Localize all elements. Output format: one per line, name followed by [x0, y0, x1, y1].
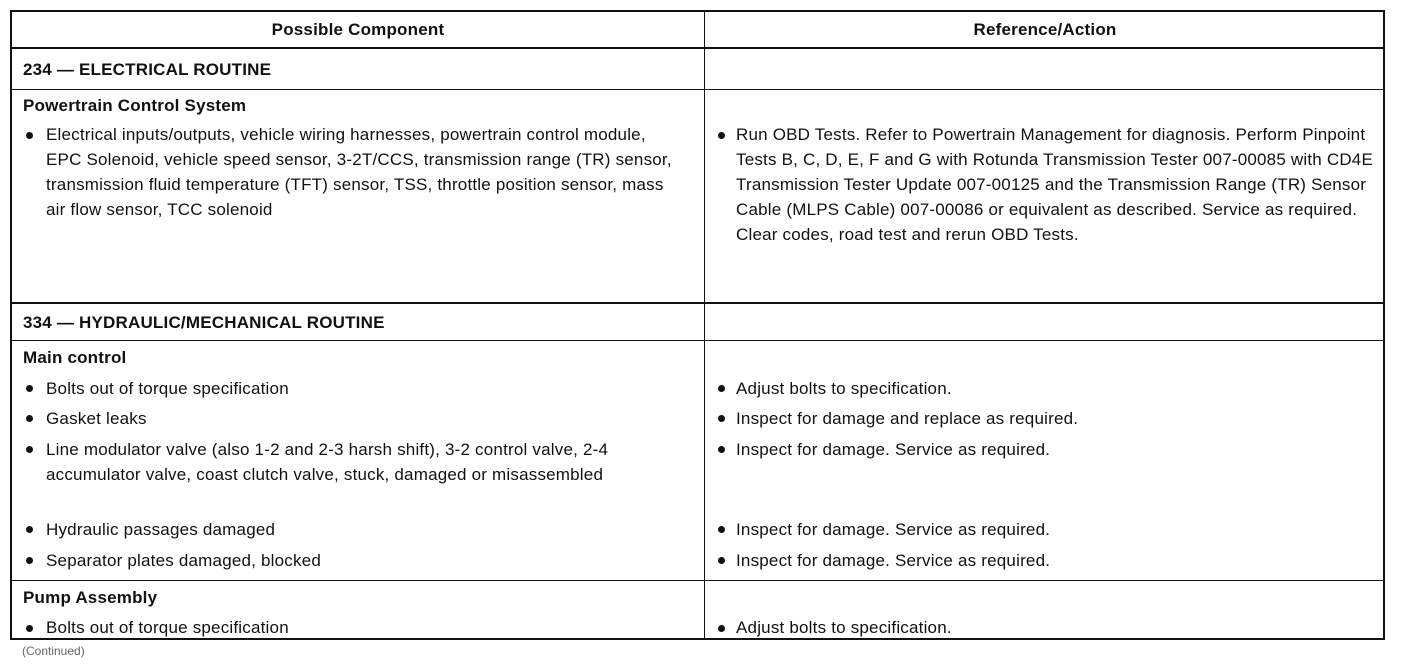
action-pump-adjust-bolts: Adjust bolts to specification. [736, 618, 952, 637]
section-divider [12, 302, 1383, 304]
action-inspect-service: Inspect for damage. Service as required. [736, 551, 1051, 570]
component-separator-plates: Separator plates damaged, blocked [46, 551, 321, 570]
bullet-icon [718, 557, 725, 564]
bullet-icon [26, 446, 33, 453]
continued-note: (Continued) [22, 644, 85, 658]
section-title-electrical: 234 — ELECTRICAL ROUTINE [23, 60, 272, 79]
diagnosis-table [10, 10, 1385, 640]
bullet-icon [26, 526, 33, 533]
bullet-icon [26, 415, 33, 422]
component-line-modulator: Line modulator valve (also 1-2 and 2-3 harsh shift), 3-2 control valve, 2-4 accumulator valve, coast clutch valve, stuck, damaged or misassembled [46, 440, 609, 484]
group-divider [12, 580, 1383, 581]
bullet-icon [718, 625, 725, 632]
action-adjust-bolts: Adjust bolts to specification. [736, 379, 952, 398]
action-inspect-replace: Inspect for damage and replace as required. [736, 409, 1079, 428]
component-bolts-torque: Bolts out of torque specification [46, 379, 289, 398]
bullet-icon [26, 625, 33, 632]
component-gasket-leaks: Gasket leaks [46, 409, 147, 428]
action-inspect-service: Inspect for damage. Service as required. [736, 520, 1051, 539]
electrical-component-text: Electrical inputs/outputs, vehicle wiring harnesses, powertrain control module, EPC Solenoid, vehicle speed sensor, 3-2T/CCS, transmission range (TR) sensor, transmission fluid temperature (TFT) sensor, TSS, throttle position sensor, mass air flow sensor, TCC solenoid [46, 125, 672, 219]
group-powertrain-control: Powertrain Control System [23, 96, 247, 115]
bullet-icon [718, 526, 725, 533]
bullet-icon [718, 132, 725, 139]
bullet-icon [26, 132, 33, 139]
bullet-icon [718, 446, 725, 453]
header-component: Possible Component [271, 20, 445, 39]
bullet-icon [718, 415, 725, 422]
section-divider [12, 89, 1383, 90]
header-action: Reference/Action [973, 20, 1117, 39]
group-pump-assembly: Pump Assembly [23, 588, 158, 607]
component-pump-bolts: Bolts out of torque specification [46, 618, 289, 637]
bullet-icon [26, 385, 33, 392]
column-divider [704, 12, 705, 638]
section-title-hydraulic: 334 — HYDRAULIC/MECHANICAL ROUTINE [23, 313, 385, 332]
bullet-icon [26, 557, 33, 564]
bullet-icon [718, 385, 725, 392]
section-divider [12, 340, 1383, 341]
electrical-action-text: Run OBD Tests. Refer to Powertrain Management for diagnosis. Perform Pinpoint Tests B, C, D, E, F and G with Rotunda Transmission Tester 007-00085 with CD4E Transmission Tester Update 007-00125 and the Transmission Range (TR) Sensor Cable (MLPS Cable) 007-00086 or equivalent as described. Service as required. Clear codes, road test and rerun OBD Tests. [736, 125, 1374, 244]
component-hydraulic-passages: Hydraulic passages damaged [46, 520, 276, 539]
action-inspect-service: Inspect for damage. Service as required. [736, 440, 1051, 459]
group-main-control: Main control [23, 348, 127, 367]
header-divider [12, 47, 1383, 49]
